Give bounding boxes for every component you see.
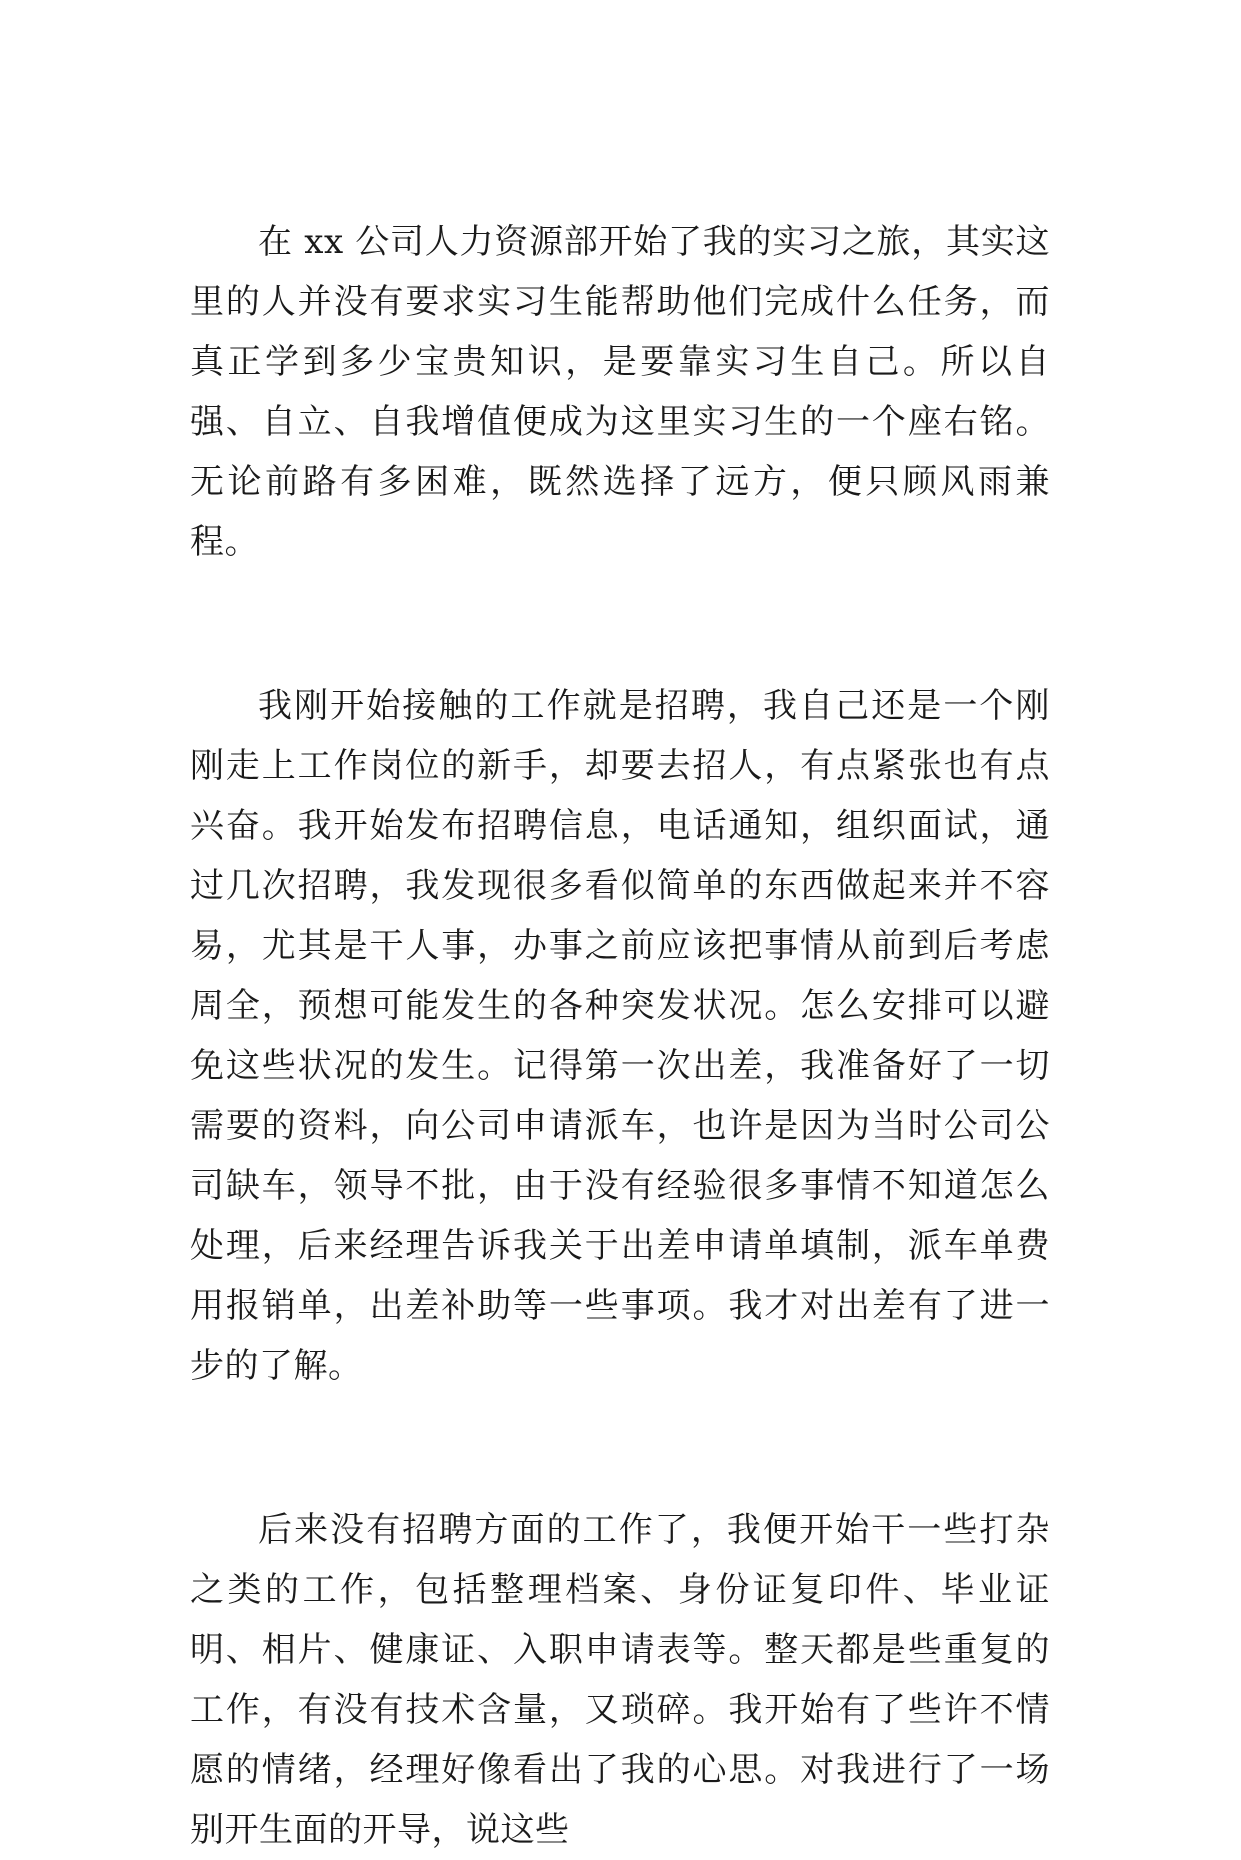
paragraph-1: 在 xx 公司人力资源部开始了我的实习之旅，其实这里的人并没有要求实习生能帮助他们完成什么任务，而真正学到多少宝贵知识，是要靠实习生自己。所以自强、自立、自我增值便成为这里实习生的一个座右铭。无论前路有多困难，既然选择了远方，便只顾风雨兼程。 xyxy=(190,222,1050,562)
paragraph-3: 后来没有招聘方面的工作了，我便开始干一些打杂之类的工作，包括整理档案、身份证复印件、毕业证明、相片、健康证、入职申请表等。整天都是些重复的工作，有没有技术含量，又琐碎。我开始有了些许不情愿的情绪，经理好像看出了我的心思。对我进行了一场别开生面的开导，说这些 xyxy=(190,1510,1050,1850)
document-body xyxy=(190,212,1050,1860)
paragraph-spacer xyxy=(190,572,1050,676)
paragraph-spacer xyxy=(190,1396,1050,1500)
paragraph-2: 我刚开始接触的工作就是招聘，我自己还是一个刚刚走上工作岗位的新手，却要去招人，有点紧张也有点兴奋。我开始发布招聘信息，电话通知，组织面试，通过几次招聘，我发现很多看似简单的东西做起来并不容易，尤其是干人事，办事之前应该把事情从前到后考虑周全，预想可能发生的各种突发状况。怎么安排可以避免这些状况的发生。记得第一次出差，我准备好了一切需要的资料，向公司申请派车，也许是因为当时公司公司缺车，领导不批，由于没有经验很多事情不知道怎么处理，后来经理告诉我关于出差申请单填制，派车单费用报销单，出差补助等一些事项。我才对出差有了进一步的了解。 xyxy=(190,686,1050,1386)
